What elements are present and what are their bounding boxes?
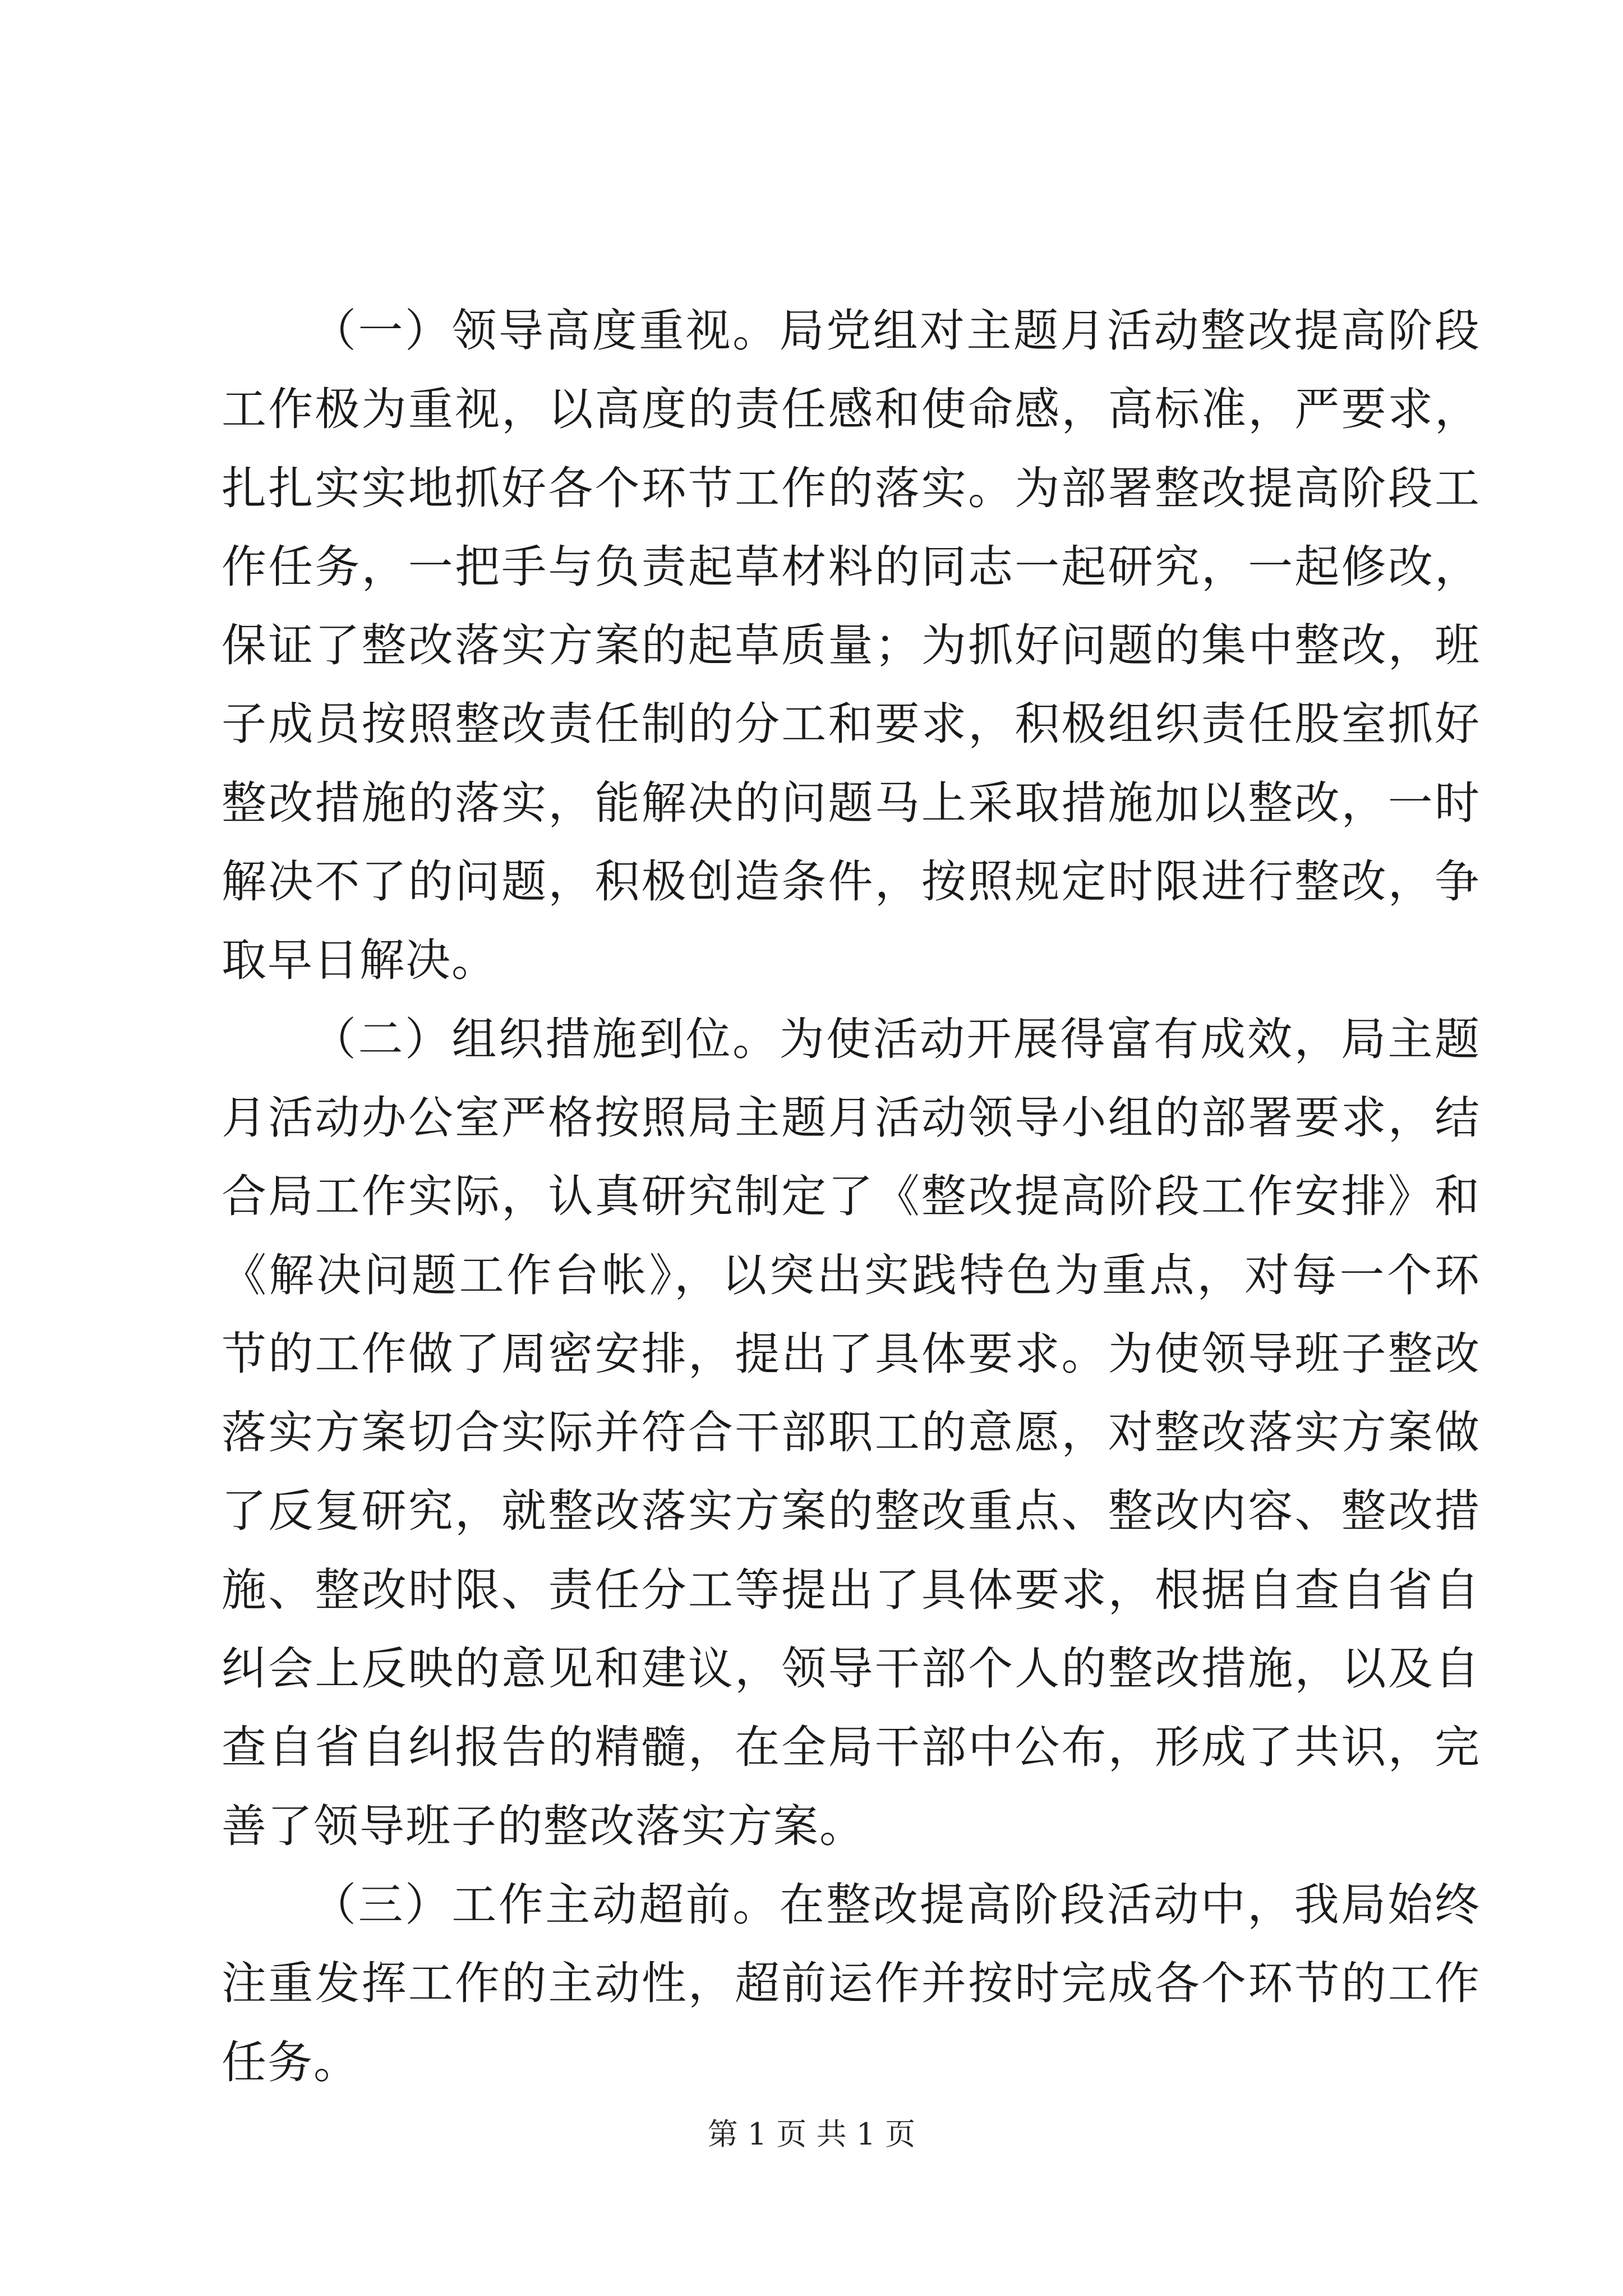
paragraph-organization: （二）组织措施到位。为使活动开展得富有成效，局主题月活动办公室严格按照局主题月活动领导小组的部署要求，结合局工作实际，认真研究制定了《整改提高阶段工作安排》和《解决问题工作台帐》，以突出实践特色为重点，对每一个环节的工作做了周密安排，提出了具体要求。为使领导班子整改落实方案切合实际并符合干部职工的意愿，对整改落实方案做了反复研究，就整改落实方案的整改重点、整改内容、整改措施、整改时限、责任分工等提出了具体要求，根据自查自省自纠会上反映的意见和建议，领导干部个人的整改措施，以及自查自省自纠报告的精髓，在全局干部中公布，形成了共识，完善了领导班子的整改落实方案。	[222, 1013, 1481, 1852]
paragraph-leadership: （一）领导高度重视。局党组对主题月活动整改提高阶段工作极为重视，以高度的责任感和使命感，高标准，严要求，扎扎实实地抓好各个环节工作的落实。为部署整改提高阶段工作任务，一把手与负责起草材料的同志一起研究，一起修改，保证了整改落实方案的起草质量；为抓好问题的集中整改，班子成员按照整改责任制的分工和要求，积极组织责任股室抓好整改措施的落实，能解决的问题马上采取措施加以整改，一时解决不了的问题，积极创造条件，按照规定时限进行整改，争取早日解决。	[222, 305, 1481, 987]
paragraph-initiative: （三）工作主动超前。在整改提高阶段活动中，我局始终注重发挥工作的主动性，超前运作并按时完成各个环节的工作任务。	[222, 1878, 1481, 2088]
document-body	[222, 292, 1481, 2102]
page-footer: 第 1 页 共 1 页	[707, 2116, 916, 2152]
